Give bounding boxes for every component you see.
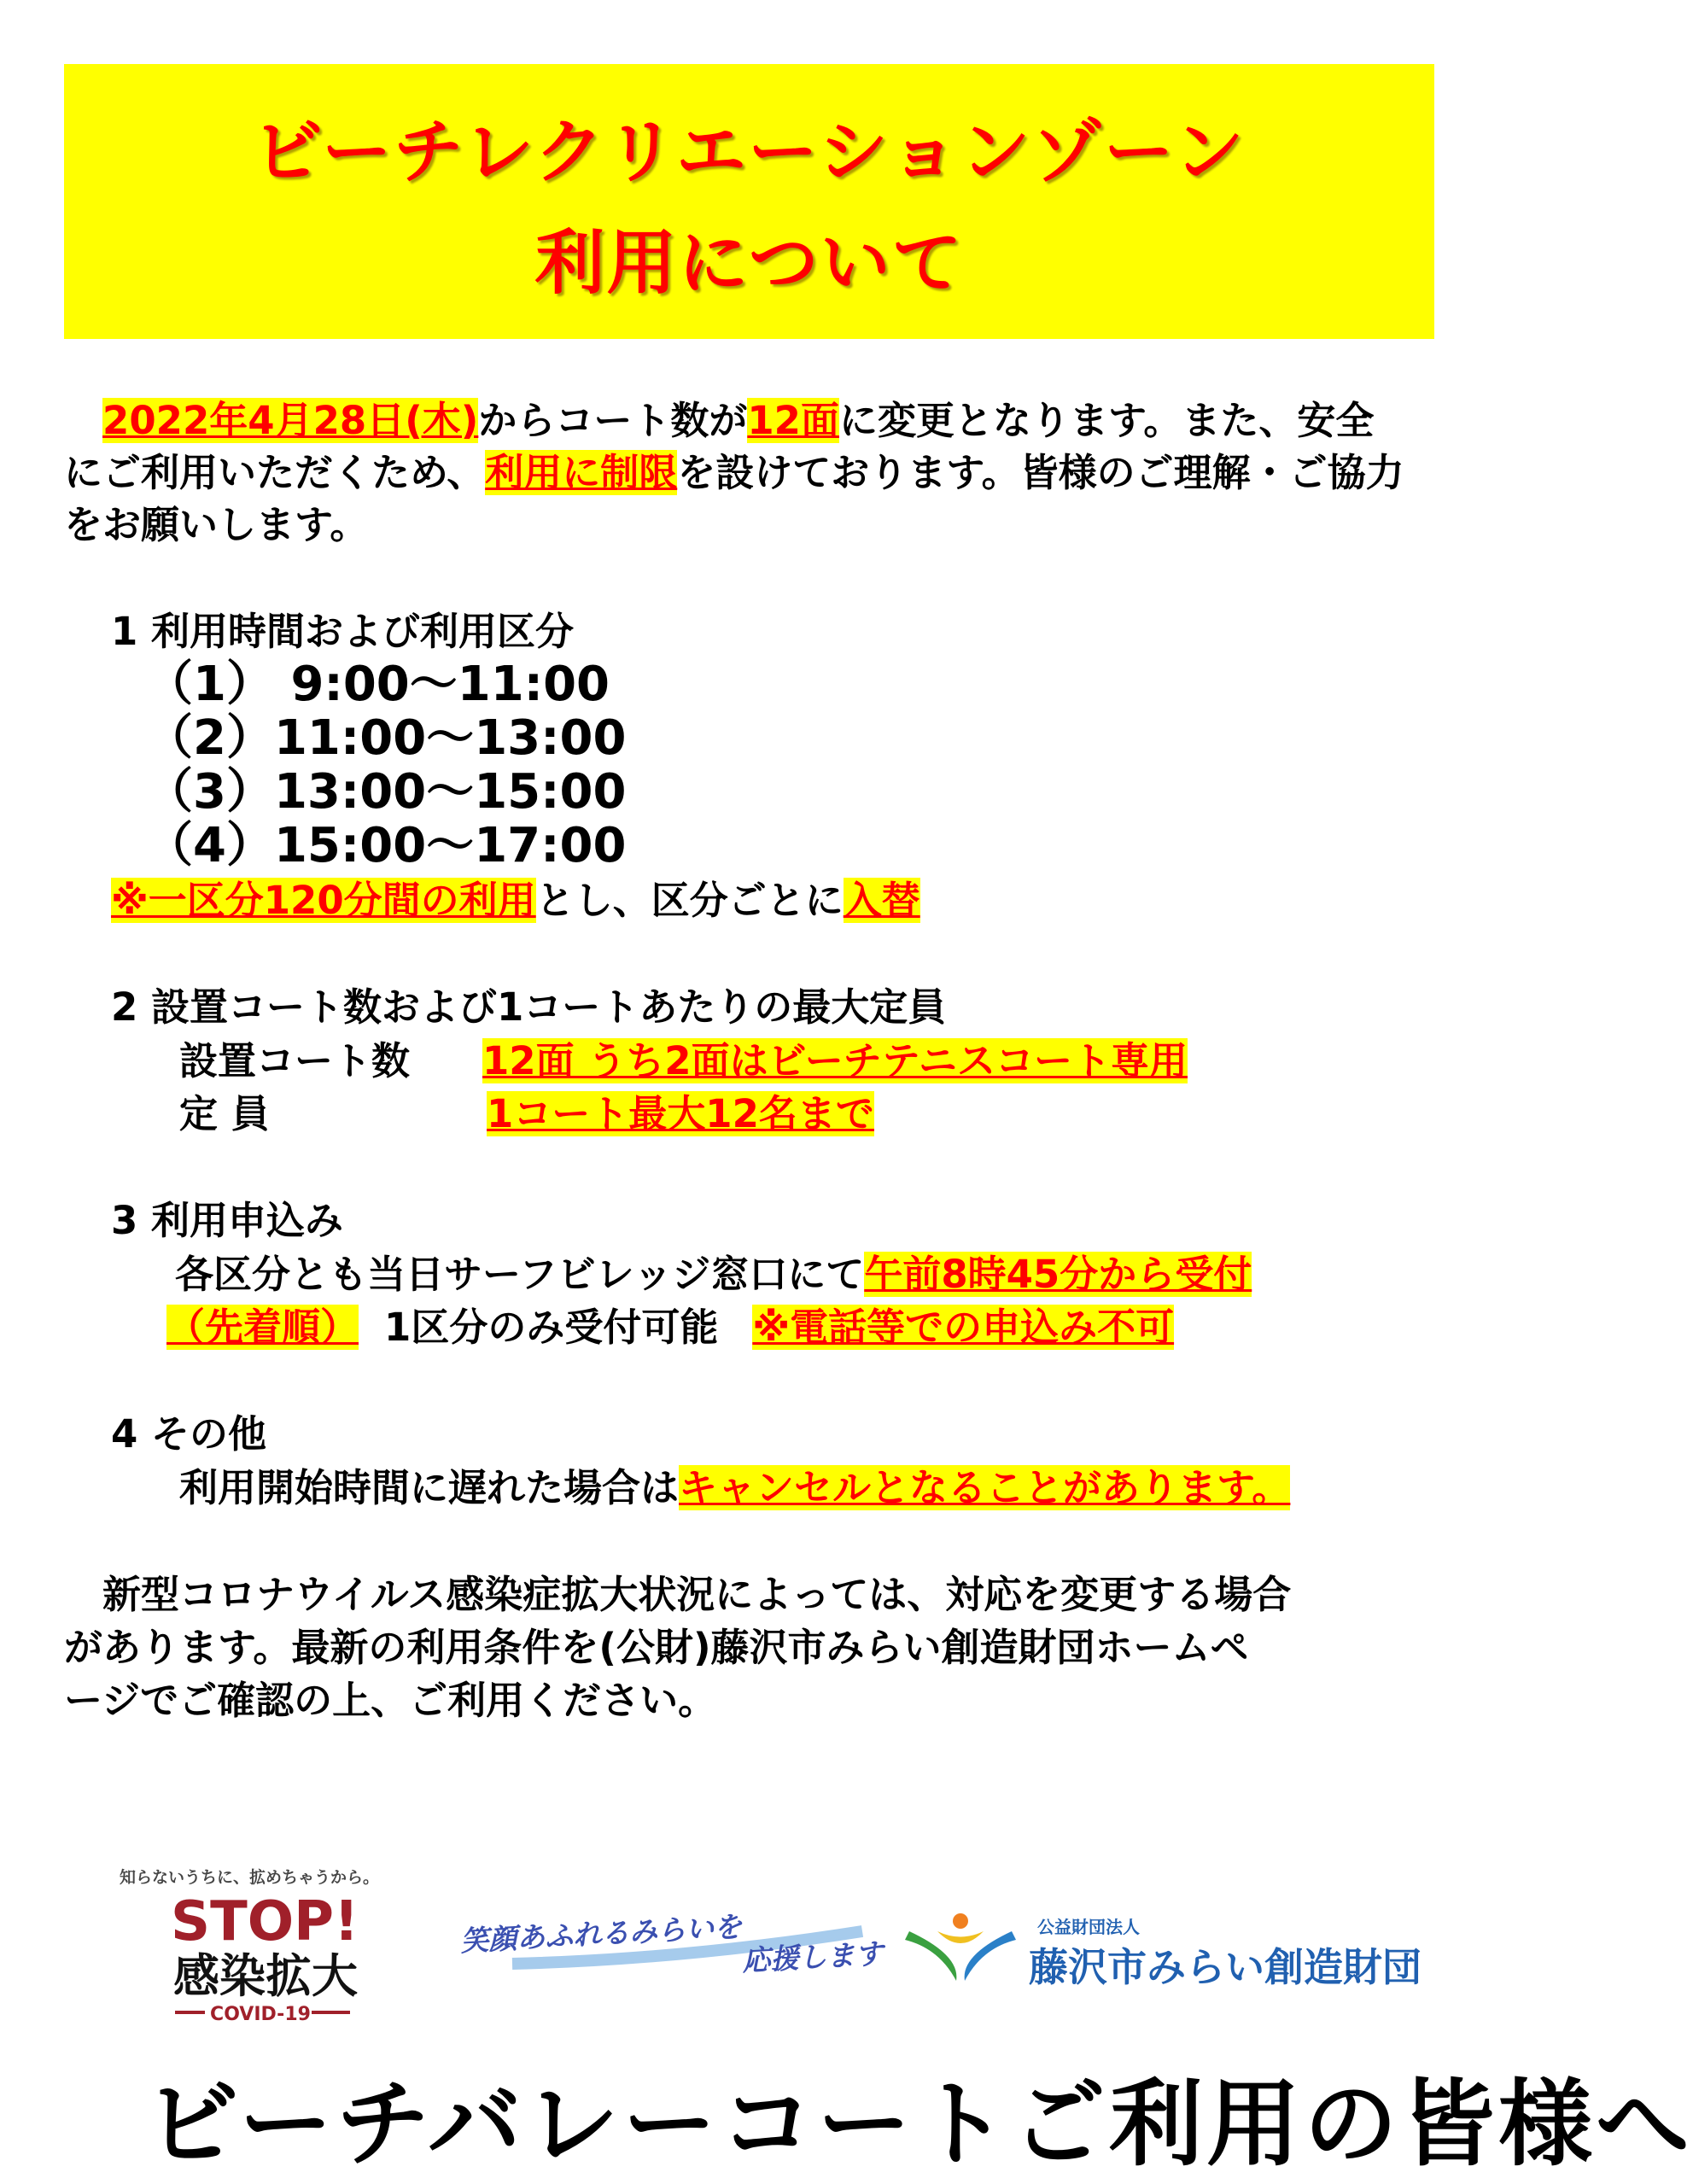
intro-text: からコート数が	[478, 398, 748, 443]
note-text: とし、区分ごとに	[535, 878, 844, 923]
indent	[64, 398, 102, 443]
time-slot-2: （2）11:00〜13:00	[145, 710, 627, 766]
stop-word: STOP!	[171, 1890, 359, 1953]
intro-text: にご利用いただくため、	[64, 450, 486, 495]
capacity-value	[487, 1091, 874, 1137]
reception-time-highlight: 午前8時45分から受付	[864, 1252, 1252, 1297]
intro-line-2	[64, 450, 1404, 496]
section-3-line-1	[175, 1252, 1252, 1298]
org-small-label: 公益財団法人	[1037, 1917, 1140, 1937]
closing-line-3: ージでご確認の上、ご利用ください。	[64, 1678, 717, 1723]
application-text: 1区分のみ受付可能	[384, 1305, 719, 1350]
late-text: 利用開始時間に遅れた場合は	[179, 1465, 680, 1510]
closing-line-1: 新型コロナウイルス感染症拡大状況によっては、対応を変更する場合	[64, 1572, 1292, 1617]
time-slot-4: （4）15:00〜17:00	[145, 818, 627, 873]
intro-line-3: をお願いします。	[64, 502, 369, 547]
intro-text: を設けております。皆様のご理解・ご協力	[677, 450, 1404, 495]
section-4-heading: 4 その他	[111, 1411, 266, 1457]
court-count-highlight: 12面	[747, 398, 839, 443]
no-phone-highlight: ※電話等での申込み不可	[752, 1305, 1175, 1350]
capacity-value-highlight: 1コート最大12名まで	[487, 1091, 874, 1136]
section-1-heading: 1 利用時間および利用区分	[111, 609, 574, 654]
application-text: 各区分とも当日サーフビレッジ窓口にて	[175, 1252, 865, 1297]
stop-tagline: 知らないうちに、拡めちゃうから。	[120, 1868, 380, 1887]
section-1-note	[111, 878, 920, 924]
slogan-top: 笑顔あふれるみらいを	[459, 1909, 743, 1958]
section-4-line-1	[179, 1465, 1290, 1511]
stop-kanji: 感染拡大	[173, 1949, 358, 2003]
stop-covid-label: COVID-19	[210, 2004, 311, 2025]
time-slot-1: （1） 9:00〜11:00	[145, 657, 610, 712]
section-3-line-2	[166, 1305, 1174, 1351]
title-line-2: 利用について	[534, 223, 964, 304]
usage-limit-highlight: 利用に制限	[485, 450, 678, 495]
capacity-label: 定 員	[179, 1091, 270, 1136]
rotation-highlight: 入替	[843, 878, 920, 923]
foundation-mark-icon	[953, 1913, 968, 1929]
courts-value	[482, 1038, 1188, 1084]
session-length-highlight: ※一区分120分間の利用	[111, 878, 536, 923]
courts-label: 設置コート数	[179, 1038, 411, 1083]
intro-text: に変更となります。また、安全	[838, 398, 1375, 443]
first-come-highlight: （先着順）	[166, 1305, 359, 1350]
time-slot-3: （3）13:00〜15:00	[145, 764, 627, 820]
cancellation-highlight: キャンセルとなることがあります。	[679, 1465, 1291, 1510]
section-3-heading: 3 利用申込み	[111, 1198, 343, 1243]
title-line-1: ビーチレクリエーションゾーン	[253, 112, 1246, 193]
org-name: 藤沢市みらい創造財団	[1029, 1944, 1422, 1990]
intro-line-1	[64, 398, 1374, 444]
closing-line-2: があります。最新の利用条件を(公財)藤沢市みらい創造財団ホームペ	[64, 1625, 1249, 1670]
courts-value-highlight: 12面 うち2面はビーチテニスコート専用	[482, 1038, 1188, 1083]
start-date-highlight: 2022年4月28日(木)	[102, 398, 479, 443]
slogan-bottom: 応援します	[741, 1936, 884, 1977]
next-page-heading: ビーチバレーコートご利用の皆様へ	[145, 2070, 1693, 2179]
section-2-heading: 2 設置コート数および1コートあたりの最大定員	[111, 984, 947, 1030]
title-banner	[64, 64, 1434, 339]
footer-logos	[0, 1853, 1498, 2118]
